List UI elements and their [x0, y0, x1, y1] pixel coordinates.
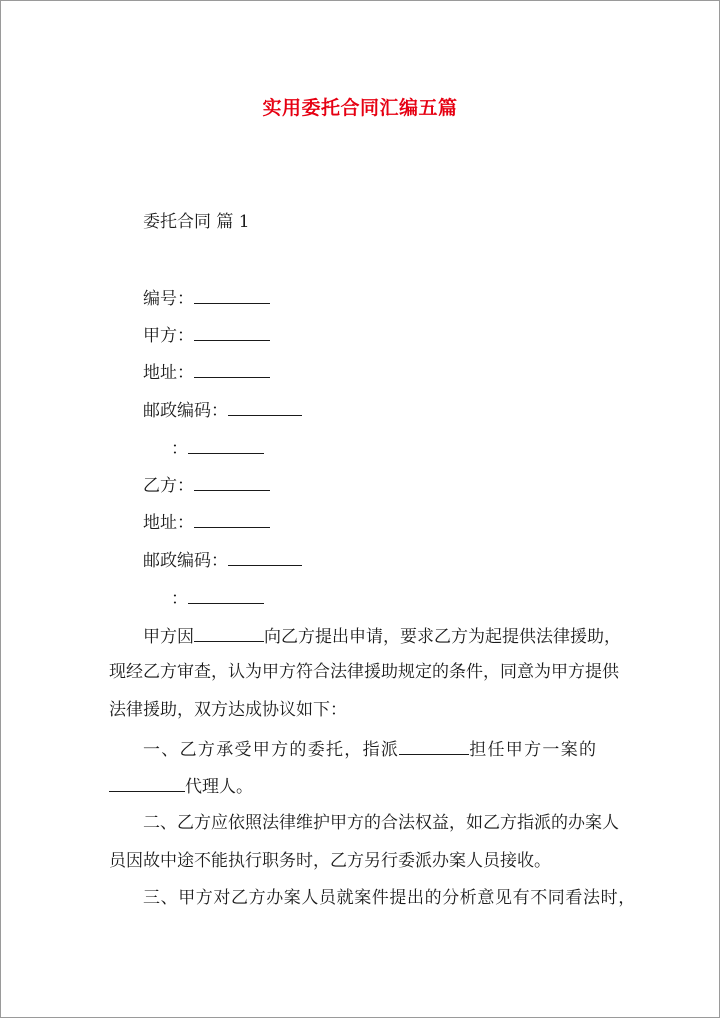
paragraph-2-line-1: [143, 736, 597, 762]
field-address-a: [143, 359, 270, 385]
paragraph-text: 代理人。: [185, 777, 253, 797]
section-heading: 委托合同 篇 1: [143, 212, 250, 232]
field-label: 乙方：: [143, 476, 194, 496]
blank-line: [194, 623, 264, 642]
blank-line: [109, 773, 185, 792]
field-unlabeled-b: [171, 585, 264, 611]
paragraph-4-line-1: 三、甲方对乙方办案人员就案件提出的分析意见有不同看法时，: [143, 888, 636, 908]
paragraph-1-line-3: 法律援助，双方达成协议如下：: [109, 700, 347, 720]
blank-line: [228, 397, 302, 416]
paragraph-2-line-2: [109, 773, 253, 799]
paragraph-text: 担任甲方一案的: [469, 740, 598, 760]
field-unlabeled-a: [171, 435, 264, 461]
paragraph-text: 一、乙方承受甲方的委托，指派: [143, 740, 400, 760]
field-label: 邮政编码：: [143, 401, 228, 421]
field-party-a: [143, 322, 270, 348]
paragraph-1-line-2: 现经乙方审查，认为甲方符合法律援助规定的条件，同意为甲方提供: [109, 662, 619, 682]
field-party-b: [143, 472, 270, 498]
field-postcode-b: [143, 547, 302, 573]
blank-line: [194, 285, 270, 304]
blank-line: [194, 509, 270, 528]
paragraph-3-line-1: 二、乙方应依照法律维护甲方的合法权益，如乙方指派的办案人: [143, 813, 619, 833]
document-title: 实用委托合同汇编五篇: [262, 97, 458, 119]
paragraph-1-line-1: [143, 623, 621, 649]
field-label: 邮政编码：: [143, 551, 228, 571]
blank-line: [194, 359, 270, 378]
blank-line: [194, 472, 270, 491]
field-label: 甲方：: [143, 326, 194, 346]
blank-line: [194, 322, 270, 341]
field-label: 地址：: [143, 363, 194, 383]
field-label: 地址：: [143, 513, 194, 533]
field-label: ：: [171, 439, 188, 459]
field-number: [143, 285, 270, 311]
blank-line: [228, 547, 302, 566]
paragraph-text: 甲方因: [143, 627, 194, 647]
blank-line: [188, 585, 264, 604]
field-label: ：: [171, 589, 188, 609]
paragraph-text: 向乙方提出申请，要求乙方为起提供法律援助，: [264, 627, 621, 647]
blank-line: [188, 435, 264, 454]
field-label: 编号：: [143, 289, 194, 309]
paragraph-3-line-2: 员因故中途不能执行职务时，乙方另行委派办案人员接收。: [109, 851, 551, 871]
blank-line: [399, 736, 469, 755]
field-address-b: [143, 509, 270, 535]
field-postcode-a: [143, 397, 302, 423]
